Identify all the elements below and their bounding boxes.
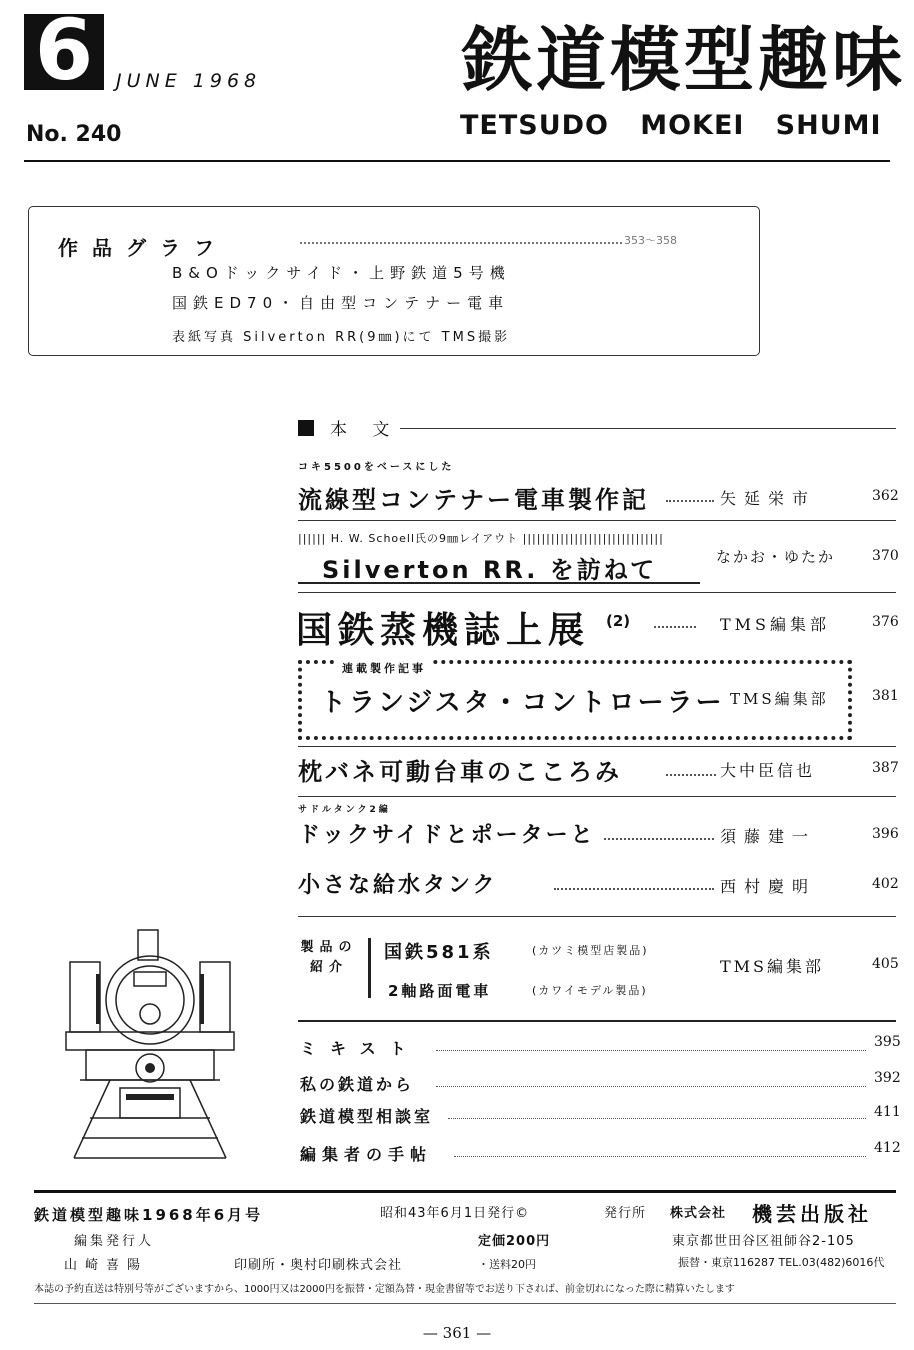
issue-no: No. 240 (26, 122, 122, 147)
product-name: 2軸路面電車 (388, 982, 492, 1000)
leader-dots (554, 884, 714, 890)
leader-dots (436, 1046, 866, 1051)
footer-account: 振替・東京116287 TEL.03(482)6016代 (678, 1256, 885, 1269)
section-rule (400, 428, 896, 429)
footer-rule (34, 1190, 896, 1193)
footer-address: 東京都世田谷区祖師谷2-105 (672, 1234, 855, 1249)
article-kicker: 連載製作記事 (336, 660, 432, 676)
misc-page: 395 (874, 1034, 901, 1050)
article-page: 376 (872, 614, 899, 630)
leader-dots (666, 770, 716, 776)
product-maker: (カワイモデル製品) (532, 984, 648, 997)
misc-page: 412 (874, 1140, 901, 1156)
products-author: TMS編集部 (720, 957, 825, 976)
article-divider (298, 746, 896, 747)
leader-dots (604, 834, 714, 840)
article-title: 小さな給水タンク (298, 873, 498, 898)
article-divider (298, 592, 896, 593)
article-author: TMS編集部 (730, 690, 829, 708)
footer-publish-date: 昭和43年6月1日発行© (380, 1206, 530, 1221)
section-square-mark (298, 420, 314, 436)
misc-title: 編集者の手帖 (300, 1145, 433, 1164)
graph-title: 作品グラフ (58, 236, 228, 260)
footer-issue: 鉄道模型趣味1968年6月号 (34, 1206, 264, 1224)
product-maker: (カツミ模型店製品) (532, 944, 649, 957)
article-title: 枕バネ可動台車のこころみ (298, 758, 622, 786)
section-label: 本 文 (330, 420, 400, 440)
leader-dots (436, 1082, 866, 1087)
article-title: Silverton RR. を訪ねて (322, 556, 658, 584)
article-author: 矢延栄市 (720, 489, 817, 508)
article-divider (298, 916, 896, 917)
footer-publisher-label: 発行所 (604, 1206, 647, 1221)
magazine-title: 鉄道模型趣味 (462, 18, 906, 101)
footer-notice: 本誌の予約直送は特別号等がございますから、1000円又は2000円を振替・定額為替・現金書留等でお送り下されば、前金切れになった際に精算いたします (34, 1284, 735, 1295)
products-label: 製品の紹介 (300, 940, 358, 975)
graph-line: B&Oドックサイド・上野鉄道5号機 (172, 264, 511, 282)
footer-rule-thin (34, 1303, 896, 1304)
misc-title: ミキスト (300, 1039, 420, 1058)
issue-date: JUNE 1968 (116, 70, 262, 92)
article-divider (298, 1020, 896, 1022)
article-divider (298, 520, 896, 521)
article-author: なかお・ゆたか (716, 548, 836, 566)
graph-page: 353〜358 (624, 234, 677, 247)
article-kicker: コキ5500をベースにした (298, 462, 455, 473)
footer-printer: 印刷所・奥村印刷株式会社 (234, 1258, 403, 1273)
article-divider (298, 796, 896, 797)
misc-page: 392 (874, 1070, 901, 1086)
article-title: 流線型コンテナー電車製作記 (298, 486, 649, 514)
title-underline (298, 582, 700, 584)
misc-title: 私の鉄道から (300, 1075, 415, 1094)
footer-publisher-name: 機芸出版社 (752, 1202, 872, 1226)
article-title: ドックサイドとポーターと (298, 823, 596, 848)
article-page: 387 (872, 760, 899, 776)
locomotive-illustration (50, 918, 250, 1168)
leader-dots (300, 238, 622, 244)
graph-line: 表紙写真 Silverton RR(9㎜)にて TMS撮影 (172, 330, 511, 345)
article-part: (2) (606, 612, 631, 630)
products-page: 405 (872, 956, 899, 972)
article-page: 370 (872, 548, 899, 564)
footer-editor-name: 山崎喜陽 (64, 1258, 149, 1273)
article-page: 396 (872, 826, 899, 842)
article-page: 381 (872, 688, 899, 704)
article-page: 402 (872, 876, 899, 892)
graph-line: 国鉄ED70・自由型コンテナー電車 (172, 294, 510, 312)
leader-dots (454, 1152, 866, 1157)
page-number: — 361 — (422, 1324, 492, 1342)
masthead-rule (24, 160, 890, 162)
article-title: 国鉄蒸機誌上展 (296, 609, 591, 651)
article-kicker: |||||| H. W. Schoell氏の9㎜レイアウト |||||||||||||||||||||||||||||| (298, 532, 664, 545)
products-bar (368, 938, 371, 998)
article-author: TMS編集部 (720, 615, 831, 634)
magazine-title-roman: TETSUDO MOKEI SHUMI (460, 110, 882, 141)
article-author: 大中臣信也 (720, 761, 816, 780)
misc-title: 鉄道模型相談室 (300, 1107, 434, 1126)
article-author: 須藤建一 (720, 827, 817, 846)
footer-price: 定価200円 (478, 1234, 551, 1249)
issue-number: 6 (34, 1, 94, 99)
leader-dots (654, 622, 696, 628)
misc-page: 411 (874, 1104, 901, 1120)
article-kicker: サドルタンク2編 (298, 805, 391, 815)
footer-postage: ・送料20円 (478, 1258, 536, 1271)
article-page: 362 (872, 488, 899, 504)
article-title: トランジスタ・コントローラー (320, 688, 725, 718)
footer-editor-label: 編集発行人 (74, 1234, 155, 1249)
article-author: 西村慶明 (720, 877, 817, 896)
footer-publisher-type: 株式会社 (670, 1206, 727, 1221)
product-name: 国鉄581系 (384, 942, 494, 963)
leader-dots (448, 1114, 866, 1119)
leader-dots (666, 496, 714, 502)
